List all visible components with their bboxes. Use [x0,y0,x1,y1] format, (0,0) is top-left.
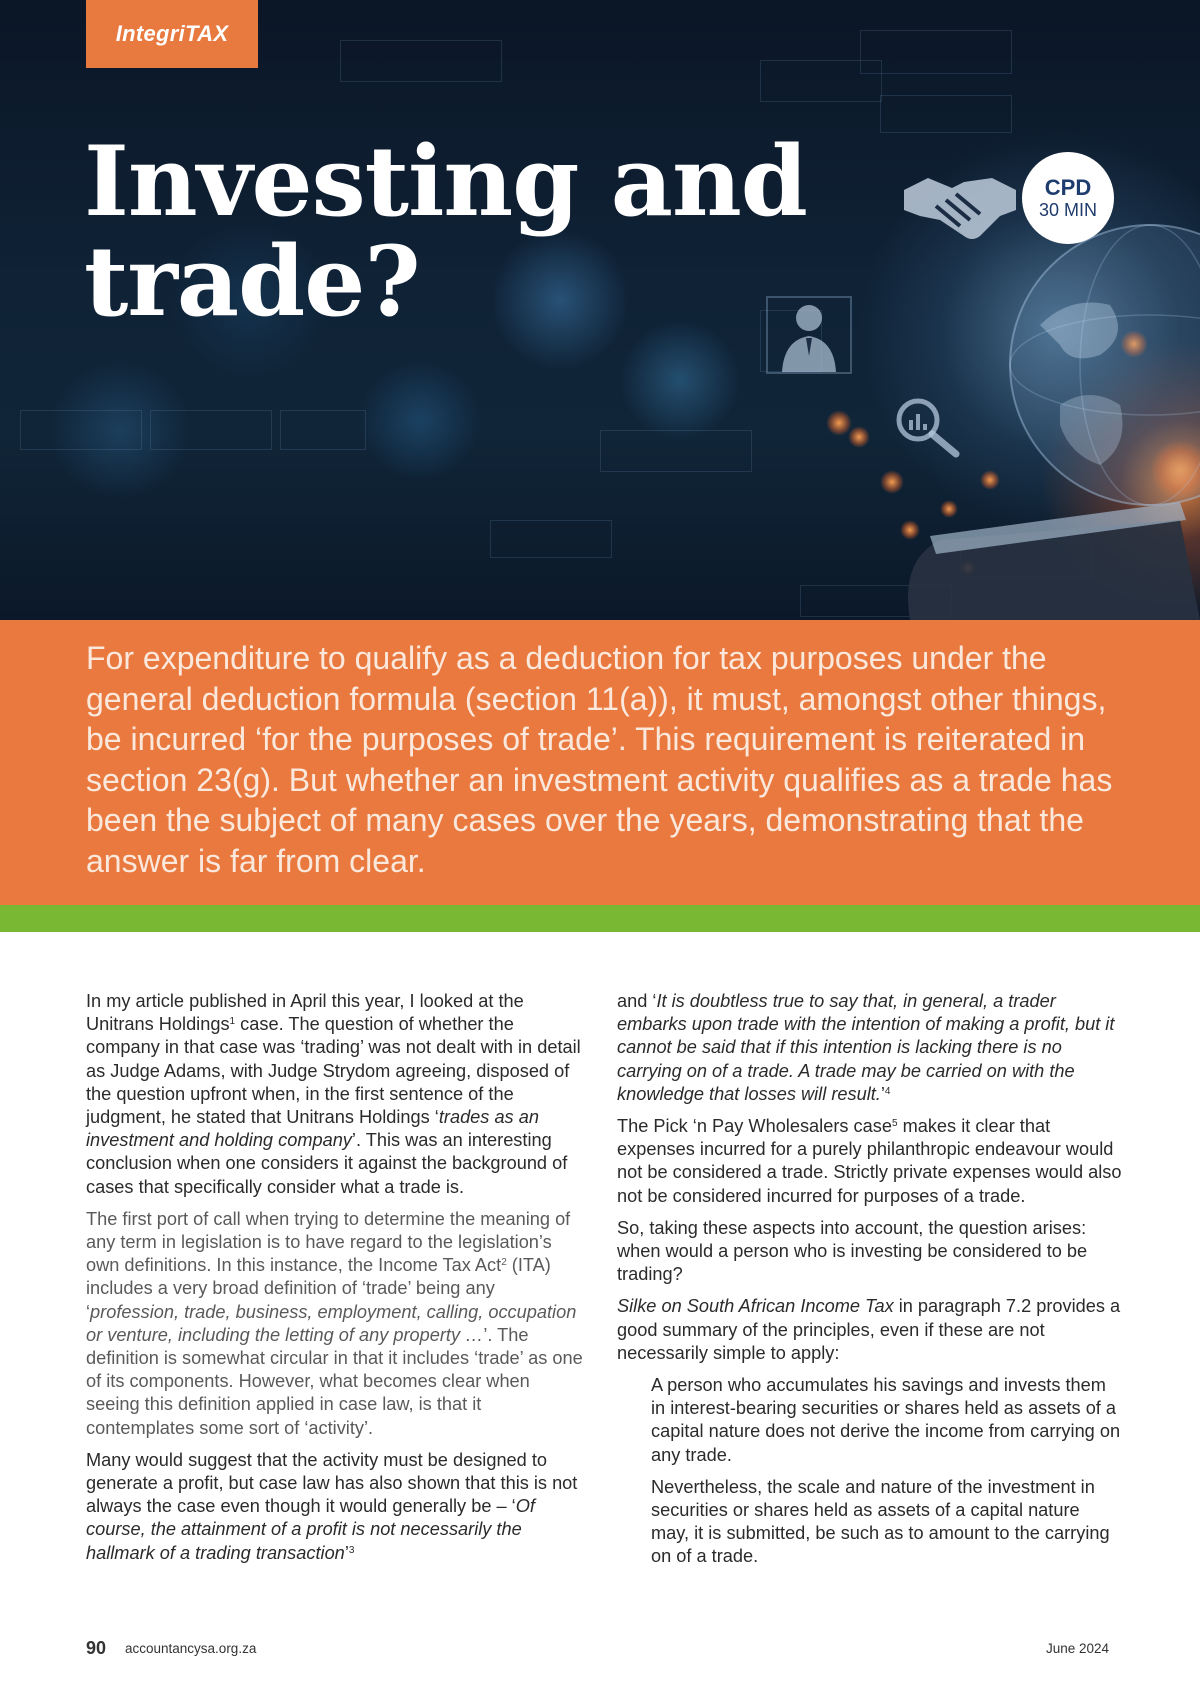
glow-dot [848,426,870,448]
intro-text: For expenditure to qualify as a deduction for tax purposes under the general deduction formula (section 11(a)), it must, amongst other things, be incurred ‘for the purposes of trade’. This requirement is reiterated in section 23(g). But whether an investment activity qualifies as a trade has been the subject of many cases over the years, demonstrating that the answer is far from clear. [86,640,1113,879]
brand-tab [86,0,258,68]
p1-quote: trades as an investment and holding company [86,1107,539,1151]
page-number: 90 [86,1638,107,1658]
hero-banner [0,0,1200,620]
analytics-search-icon [894,396,964,458]
background-grid-box [280,410,366,450]
p2-text-b: (ITA) includes a very broad definition of ‘trade’ being any ‘ [86,1255,551,1322]
paragraph-3 [86,1449,586,1565]
footnote-marker: 2 [501,1257,507,1269]
brand-label: IntegriTAX [115,21,229,46]
intro-banner [0,620,1200,905]
p1-text-c: ’. This was an interesting conclusion when one considers it against the background of cases that specifically consider what a trade is. [86,1130,568,1197]
article-title [84,125,807,338]
background-grid-box [860,30,1012,74]
p1-text-b: case. The question of whether the company in that case was ‘trading’ was not dealt with in detail as Judge Adams, with Judge Strydom agreeing, disposed of the question upfront when, in the first sentence of the judgment, he stated that Unitrans Holdings ‘ [86,1014,581,1128]
paragraph-7 [617,1295,1122,1365]
p2-quote: profession, trade, business, employment, calling, occupation or venture, including the letting of any property … [86,1301,577,1345]
p2-text-a: The first port of call when trying to determine the meaning of any term in legislation is to have regard to the legislation’s own definitions. In this instance, the Income Tax Act [86,1208,571,1276]
paragraph-1 [86,990,586,1199]
background-grid-box [600,430,752,472]
background-grid-box [490,520,612,558]
cpd-label: CPD [1044,175,1092,200]
paragraph-6: So, taking these aspects into account, the question arises: when would a person who is investing be considered to be trading? [617,1217,1088,1285]
footnote-marker: 4 [884,1085,891,1097]
title-line-2: trade? [84,225,420,338]
p5-text-a: The Pick ‘n Pay Wholesalers case [617,1116,892,1137]
p2-text-c: ’. The definition is somewhat circular in that it includes ‘trade’ as one of its components. However, what becomes clear when seeing this definition applied in case law, is that it contemplates some sort of ‘activity’. [86,1324,583,1438]
block-quote-1: A person who accumulates his savings and invests them in interest-bearing securities or shares held as assets of a capital nature does not derive the income from carrying on any trade. [651,1375,1121,1465]
body-column-left [86,990,586,1574]
footnote-marker: 1 [229,1016,236,1028]
footnote-marker: 3 [348,1544,355,1556]
cpd-badge [1022,152,1114,244]
issue-date: June 2024 [1046,1641,1110,1656]
p4-quote: It is doubtless true to say that, in general, a trader embarks upon trade with the intention of making a profit, but it cannot be said that if this intention is lacking there is no carrying on of a trade. A trade may be carried on with the knowledge that losses will result. [617,991,1115,1104]
p7-text-b: in paragraph 7.2 provides a good summary of the principles, even if these are not necessarily simple to apply: [617,1296,1121,1363]
block-quote-2: Nevertheless, the scale and nature of the investment in securities or shares held as assets of a capital nature may, it is submitted, be such as to amount to the carrying on of a trade. [651,1476,1110,1567]
title-line-1: Investing and [84,125,807,238]
p4-text-a: and ‘ [617,991,657,1011]
globe-illustration [1000,215,1200,515]
footnote-marker: 5 [891,1118,898,1130]
cpd-duration: 30 MIN [1038,200,1098,220]
book-title: Silke on South African Income Tax [617,1296,894,1317]
p1-text-a: In my article published in April this year, I looked at the Unitrans Holdings [86,991,524,1035]
body-column-right [617,990,1122,1578]
p3-quote: Of course, the attainment of a profit is not necessarily the hallmark of a trading transaction [86,1496,535,1563]
p4-text-c: ’ [880,1083,885,1104]
website-link[interactable]: accountancysa.org.za [125,1641,257,1656]
background-grid-box [340,40,502,82]
paragraph-2 [86,1208,586,1440]
p5-text-b: makes it clear that expenses incurred for a purely philanthropic endeavour would not be considered a trade. Strictly private expenses would also not be considered incurred for purposes of a trade. [617,1116,1122,1206]
green-divider [0,905,1200,932]
paragraph-5 [617,1115,1122,1208]
smartphone-illustration [880,480,1200,620]
p3-text-a: Many would suggest that the activity must be designed to generate a profit, but case law has also shown that this is not always the case even though it would generally be – ‘ [86,1449,578,1517]
background-grid-box [20,410,142,450]
background-grid-box [760,60,882,102]
background-grid-box [880,95,1012,133]
paragraph-4 [617,990,1122,1106]
background-grid-box [150,410,272,450]
p3-text-c: ’ [344,1542,349,1563]
